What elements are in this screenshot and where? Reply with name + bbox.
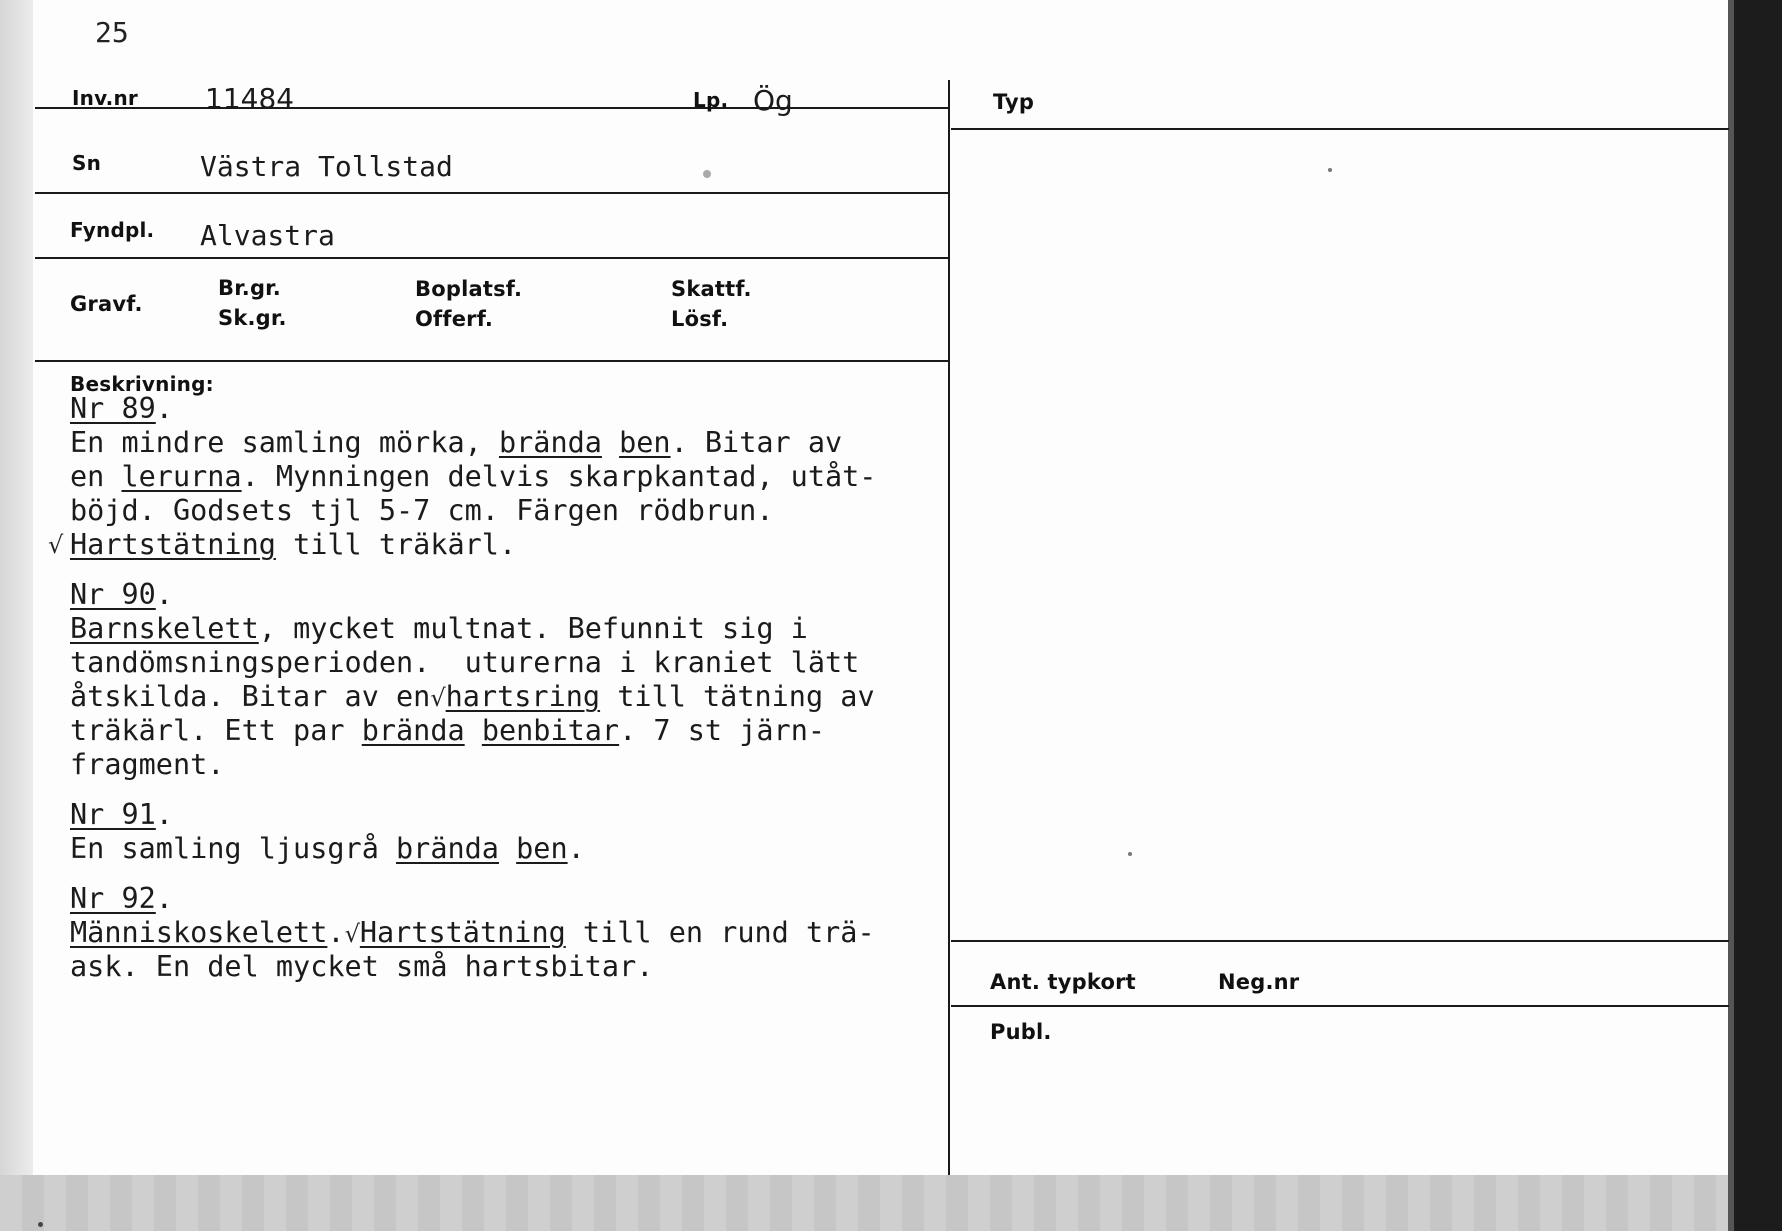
fyndpl-value: Alvastra (200, 219, 335, 252)
description-text (48, 392, 877, 984)
entry-89-line-2: en lerurna. Mynningen delvis skarpkantad, utåt- (70, 460, 877, 493)
entry-90-line-1: Barnskelett, mycket multnat. Befunnit sig i (70, 612, 808, 645)
column-divider (948, 80, 950, 1175)
lp-label: Lp. (693, 88, 729, 112)
check-mark-icon: √ (48, 531, 64, 559)
publ-label: Publ. (990, 1020, 1052, 1044)
scan-speck (38, 1222, 43, 1227)
typ-label: Typ (993, 90, 1035, 114)
ant-typkort-label: Ant. typkort (990, 970, 1136, 994)
divider-ant-typkort-top (951, 940, 1729, 942)
scan-left-margin (0, 0, 33, 1175)
entry-89-line-1: En mindre samling mörka, brända ben. Bitar av (70, 426, 843, 459)
page-number: 25 (95, 16, 129, 49)
divider-inv (35, 107, 950, 109)
skgr-label: Sk.gr. (218, 306, 287, 330)
inv-nr-label: Inv.nr (72, 86, 138, 110)
inv-nr-value: 11484 (205, 82, 295, 115)
entry-92-line-2: ask. En del mycket små hartsbitar. (70, 950, 654, 983)
entry-90-line-2: tandömsningsperioden. uturerna i kraniet lätt (70, 646, 860, 679)
neg-nr-label: Neg.nr (1218, 970, 1300, 994)
scan-speck (1128, 852, 1132, 856)
sn-value: Västra Tollstad (200, 150, 453, 183)
entry-91-line-1: En samling ljusgrå brända ben. (70, 832, 585, 865)
fyndpl-label: Fyndpl. (70, 218, 155, 242)
offerf-label: Offerf. (415, 307, 494, 331)
entry-92-line-1: Människoskelett.√Hartstätning till en rund trä- (70, 916, 875, 949)
scan-bottom-margin (0, 1175, 1728, 1231)
entry-heading-89: Nr 89. (70, 392, 173, 425)
scan-right-edge (1728, 0, 1782, 1231)
brgr-label: Br.gr. (218, 276, 281, 300)
entry-heading-90: Nr 90. (70, 578, 173, 611)
check-mark-icon: √ (344, 920, 360, 948)
sn-label: Sn (72, 151, 102, 175)
check-mark-icon: √ (430, 684, 446, 712)
beskrivning-label: Beskrivning: (70, 372, 214, 396)
divider-sn (35, 192, 950, 194)
entry-89-line-3: böjd. Godsets tjl 5-7 cm. Färgen rödbrun. (70, 494, 774, 527)
boplatsf-label: Boplatsf. (415, 277, 523, 301)
divider-typ (951, 128, 1729, 130)
entry-heading-91: Nr 91. (70, 798, 173, 831)
divider-gravf (35, 360, 950, 362)
entry-90-line-3: åtskilda. Bitar av en√hartsring till tätning av (70, 680, 875, 713)
scan-speck (1328, 168, 1332, 172)
skattf-label: Skattf. (671, 277, 752, 301)
lp-value: Ög (753, 84, 793, 117)
entry-89-line-4: √ Hartstätning till träkärl. (48, 528, 517, 561)
entry-90-line-5: fragment. (70, 748, 225, 781)
scan-speck (703, 170, 711, 178)
gravf-label: Gravf. (70, 292, 143, 316)
divider-publ (951, 1005, 1729, 1007)
losf-label: Lösf. (671, 307, 729, 331)
entry-heading-92: Nr 92. (70, 882, 173, 915)
divider-fyndpl (35, 257, 950, 259)
entry-90-line-4: träkärl. Ett par brända benbitar. 7 st järn- (70, 714, 826, 747)
